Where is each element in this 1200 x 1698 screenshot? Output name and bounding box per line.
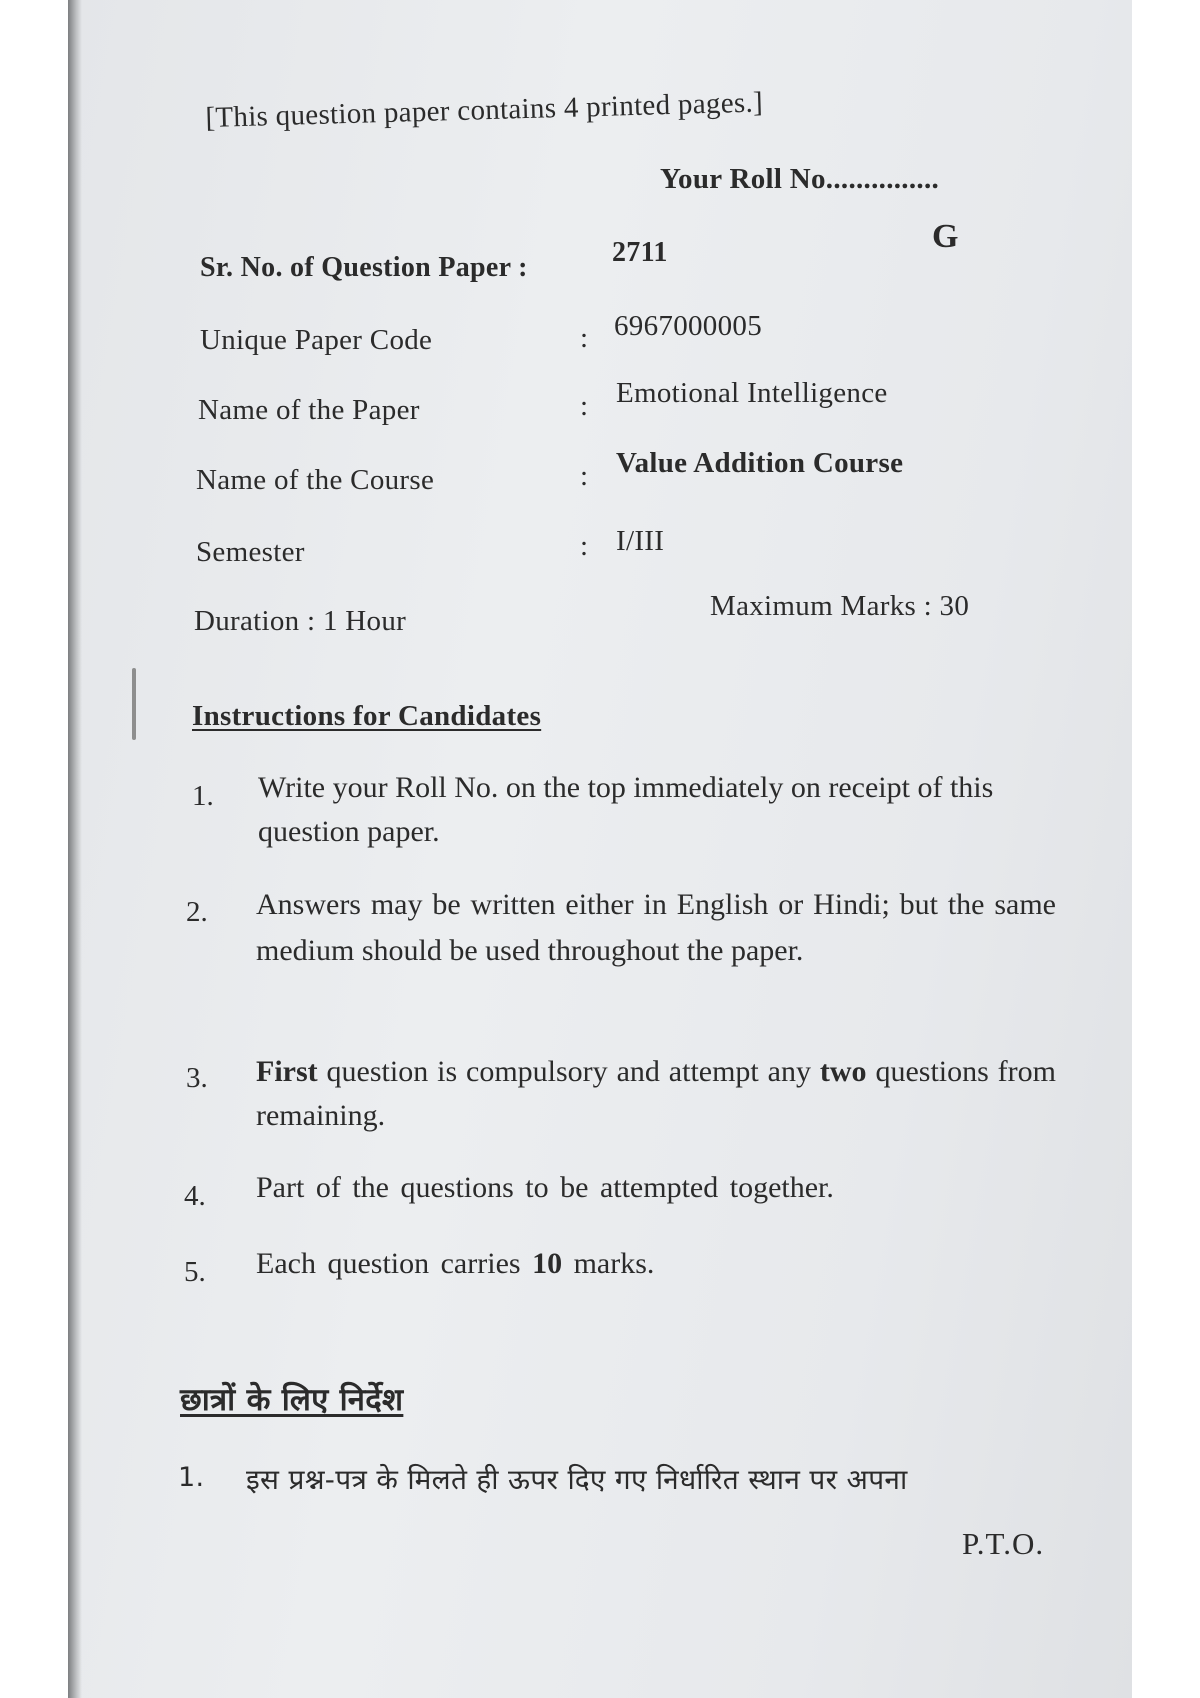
roll-number-field: Your Roll No............... <box>660 163 940 195</box>
upc-label: Unique Paper Code <box>200 324 433 356</box>
pages-note: [This question paper contains 4 printed pages.] <box>205 86 764 134</box>
semester-value: I/III <box>616 525 665 557</box>
instruction-number: 4. <box>184 1180 206 1212</box>
paper-name-label: Name of the Paper <box>198 394 420 426</box>
set-letter: G <box>932 218 959 255</box>
instruction-1: Write your Roll No. on the top immediately on receipt of this question paper. <box>258 771 994 848</box>
maximum-marks: Maximum Marks : 30 <box>710 590 970 622</box>
instruction-number: 1. <box>192 780 214 812</box>
hindi-instruction-1: इस प्रश्न-पत्र के मिलते ही ऊपर दिए गए निर्धारित स्थान पर अपना <box>246 1463 908 1496</box>
instruction-4: Part of the questions to be attempted together. <box>256 1171 834 1204</box>
duration: Duration : 1 Hour <box>194 605 407 637</box>
pto-note: P.T.O. <box>962 1526 1045 1561</box>
instruction-number: 2. <box>186 896 208 928</box>
instruction-number: 3. <box>186 1062 208 1094</box>
instructions-heading: Instructions for Candidates <box>192 700 542 732</box>
paper-name-colon: : <box>580 390 589 422</box>
course-name-value: Value Addition Course <box>616 447 904 479</box>
upc-value: 6967000005 <box>614 310 762 342</box>
course-name-colon: : <box>580 460 589 492</box>
course-name-label: Name of the Course <box>196 464 435 496</box>
upc-colon: : <box>580 322 589 354</box>
sr-no-value: 2711 <box>612 237 668 268</box>
sr-no-label: Sr. No. of Question Paper : <box>200 252 528 283</box>
hindi-item-number: 1. <box>178 1462 205 1493</box>
hindi-instructions-heading: छात्रों के लिए निर्देश <box>180 1382 404 1418</box>
instruction-number: 5. <box>184 1256 206 1288</box>
semester-colon: : <box>580 530 589 562</box>
instruction-3: First question is compulsory and attempt any two questions from remaining. <box>256 1055 1057 1132</box>
semester-label: Semester <box>196 536 305 568</box>
paper-name-value: Emotional Intelligence <box>616 377 888 409</box>
paper-fold-shadow <box>68 0 82 1698</box>
instruction-2: Answers may be written either in English or Hindi; but the same medium should be used throughout the paper. <box>256 888 1056 967</box>
instruction-5: Each question carries 10 marks. <box>256 1247 655 1280</box>
margin-pencil-mark <box>132 668 136 740</box>
